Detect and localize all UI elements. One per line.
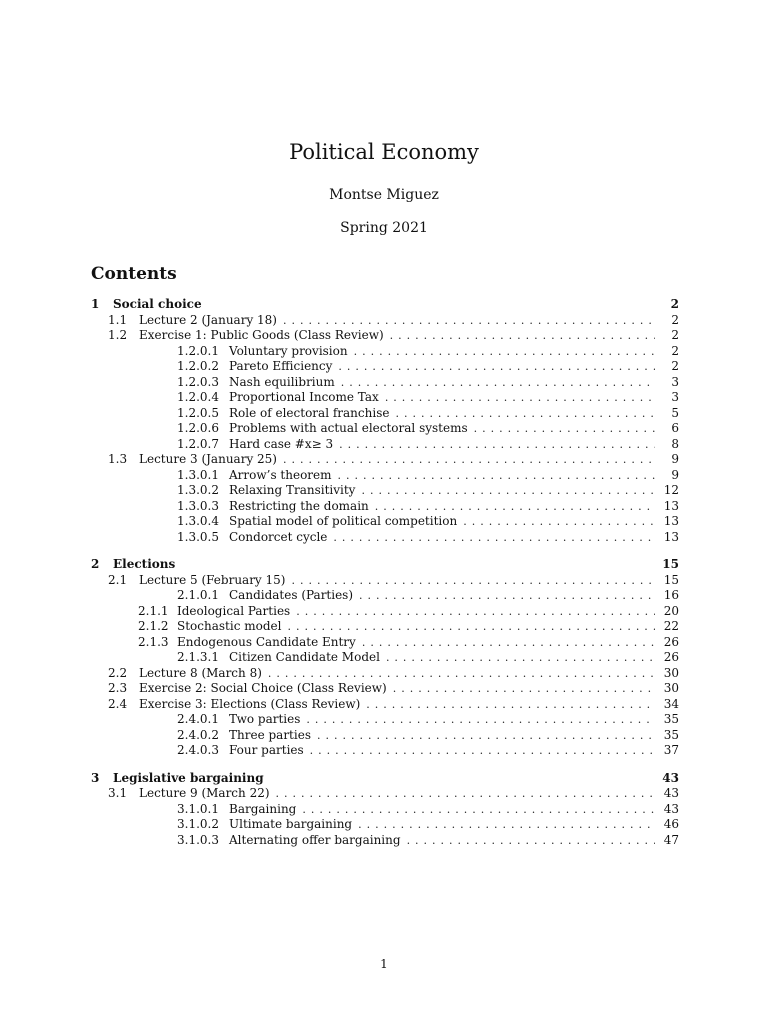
toc-entry-number: 2.1.2 xyxy=(138,619,169,633)
toc-section-heading[interactable] xyxy=(91,297,679,313)
toc-entry-page: 2 xyxy=(671,343,679,358)
toc-entry-page: 37 xyxy=(663,743,679,757)
title-block xyxy=(0,138,768,237)
toc-entry-page: 2 xyxy=(670,297,679,311)
toc-entry-label: Role of electoral franchise xyxy=(229,405,390,420)
toc-entry-label: Exercise 3: Elections (Class Review) xyxy=(139,696,361,711)
toc-entry-label: Lecture 3 (January 25) xyxy=(139,452,277,466)
toc-entry-number: 3.1.0.3 xyxy=(177,832,219,847)
toc-section-heading[interactable] xyxy=(91,557,679,573)
toc-entry-page: 30 xyxy=(663,665,679,680)
toc-leader-dots xyxy=(366,697,655,713)
toc-entry-page: 46 xyxy=(663,817,679,831)
toc-entry-page: 47 xyxy=(663,832,679,847)
toc-entry-number: 3 xyxy=(91,770,100,785)
toc-entry-label: Exercise 2: Social Choice (Class Review) xyxy=(139,681,387,695)
toc-section xyxy=(91,297,679,545)
toc-entry-label: Spatial model of political competition xyxy=(229,514,458,528)
toc-leader-dots xyxy=(474,421,655,437)
toc-entry[interactable] xyxy=(91,786,679,802)
toc-entry-page: 9 xyxy=(671,452,679,466)
page-number: 1 xyxy=(380,957,388,971)
toc-entry-number: 1.1 xyxy=(108,312,128,327)
document-date: Spring 2021 xyxy=(340,220,428,236)
toc-entry-page: 15 xyxy=(663,572,679,587)
toc-entry-number: 3.1.0.2 xyxy=(177,817,219,831)
toc-entry-label: Two parties xyxy=(229,712,301,726)
toc-entry-page: 9 xyxy=(671,467,679,482)
toc-entry-label: Exercise 1: Public Goods (Class Review) xyxy=(139,328,384,342)
toc-entry-page: 34 xyxy=(663,696,679,711)
toc-entry-page: 26 xyxy=(663,634,679,649)
document-title: Political Economy xyxy=(289,140,479,164)
toc-entry-number: 1.2.0.7 xyxy=(177,436,219,451)
toc-entry-page: 13 xyxy=(663,514,679,528)
toc-entry-label: Three parties xyxy=(229,727,311,742)
toc-leader-dots xyxy=(268,666,655,682)
toc-entry-label: Pareto Efficiency xyxy=(229,359,333,373)
toc-entry-page: 22 xyxy=(663,619,679,633)
toc-entry[interactable] xyxy=(91,619,679,635)
toc-entry-page: 30 xyxy=(663,681,679,695)
toc-leader-dots xyxy=(341,375,655,391)
toc-entry-label: Problems with actual electoral systems xyxy=(229,421,468,435)
toc-entry-number: 2.3 xyxy=(108,681,128,695)
toc-leader-dots xyxy=(359,588,655,604)
toc-leader-dots xyxy=(296,604,655,620)
toc-entry-label: Citizen Candidate Model xyxy=(229,650,380,664)
toc-entry-label: Endogenous Candidate Entry xyxy=(177,634,356,649)
toc-entry-page: 16 xyxy=(663,588,679,602)
toc-entry-label: Alternating offer bargaining xyxy=(229,832,401,847)
toc-entry[interactable] xyxy=(91,817,679,833)
toc-entry-label: Lecture 9 (March 22) xyxy=(139,786,270,800)
toc-entry-page: 3 xyxy=(671,374,679,389)
toc-entry[interactable] xyxy=(91,328,679,344)
toc-entry[interactable] xyxy=(91,437,679,453)
toc-leader-dots xyxy=(393,681,655,697)
toc-entry[interactable] xyxy=(91,573,679,589)
toc-entry-page: 12 xyxy=(663,483,679,497)
toc-entry-label: Proportional Income Tax xyxy=(229,390,379,404)
toc-entry-label: Relaxing Transitivity xyxy=(229,483,356,497)
toc-entry[interactable] xyxy=(91,802,679,818)
toc-entry-page: 2 xyxy=(671,359,679,373)
toc-entry-page: 13 xyxy=(663,529,679,544)
toc-entry-page: 43 xyxy=(663,801,679,816)
toc-entry-label: Legislative bargaining xyxy=(113,770,264,785)
toc-entry[interactable] xyxy=(91,697,679,713)
toc-leader-dots xyxy=(385,390,655,406)
toc-entry-number: 1.2.0.6 xyxy=(177,421,219,435)
toc-entry-page: 35 xyxy=(663,712,679,726)
toc-entry-page: 8 xyxy=(671,436,679,451)
toc-entry-number: 2.1.3.1 xyxy=(177,650,219,664)
toc-leader-dots xyxy=(463,514,655,530)
toc-entry[interactable] xyxy=(91,421,679,437)
toc-entry-number: 2.1.0.1 xyxy=(177,588,219,602)
toc-entry-number: 1.3.0.2 xyxy=(177,483,219,497)
table-of-contents xyxy=(91,297,679,860)
toc-leader-dots xyxy=(338,359,655,375)
toc-entry[interactable] xyxy=(91,452,679,468)
toc-entry-number: 1 xyxy=(91,297,100,311)
toc-entry[interactable] xyxy=(91,650,679,666)
toc-entry-number: 3.1.0.1 xyxy=(177,801,219,816)
toc-entry-page: 13 xyxy=(663,498,679,513)
toc-entry-label: Ultimate bargaining xyxy=(229,817,353,831)
toc-leader-dots xyxy=(390,328,655,344)
toc-entry-page: 35 xyxy=(663,727,679,742)
toc-entry-number: 1.2.0.4 xyxy=(177,390,219,404)
toc-entry-number: 2 xyxy=(91,557,100,571)
toc-leader-dots xyxy=(291,573,655,589)
toc-entry-number: 1.3.0.5 xyxy=(177,529,219,544)
toc-entry-page: 15 xyxy=(662,557,679,571)
toc-entry-page: 2 xyxy=(671,328,679,342)
toc-entry-page: 20 xyxy=(663,603,679,618)
toc-leader-dots xyxy=(333,530,655,546)
toc-entry-label: Restricting the domain xyxy=(229,498,369,513)
toc-leader-dots xyxy=(283,313,655,329)
toc-entry-page: 43 xyxy=(662,770,679,785)
toc-entry-number: 2.1 xyxy=(108,572,128,587)
toc-entry-label: Stochastic model xyxy=(177,619,282,633)
toc-entry[interactable] xyxy=(91,635,679,651)
toc-leader-dots xyxy=(386,650,655,666)
toc-leader-dots xyxy=(317,728,655,744)
toc-entry-label: Voluntary provision xyxy=(229,343,348,358)
toc-entry[interactable] xyxy=(91,728,679,744)
toc-entry[interactable] xyxy=(91,390,679,406)
toc-entry-number: 2.2 xyxy=(108,665,128,680)
toc-entry-number: 2.4.0.1 xyxy=(177,712,219,726)
toc-entry[interactable] xyxy=(91,666,679,682)
toc-entry[interactable] xyxy=(91,514,679,530)
toc-leader-dots xyxy=(276,786,655,802)
toc-entry-label: Lecture 8 (March 8) xyxy=(139,665,262,680)
toc-entry-number: 1.2.0.2 xyxy=(177,359,219,373)
toc-entry-page: 43 xyxy=(663,786,679,800)
toc-entry-page: 26 xyxy=(663,650,679,664)
toc-leader-dots xyxy=(310,743,655,759)
toc-section xyxy=(91,557,679,759)
toc-entry[interactable] xyxy=(91,530,679,546)
toc-entry[interactable] xyxy=(91,833,679,849)
contents-heading: Contents xyxy=(91,264,177,284)
toc-leader-dots xyxy=(302,802,655,818)
toc-entry-number: 1.2 xyxy=(108,328,128,342)
toc-entry-number: 1.2.0.1 xyxy=(177,343,219,358)
toc-leader-dots xyxy=(306,712,655,728)
toc-entry-number: 1.3 xyxy=(108,452,128,466)
toc-entry[interactable] xyxy=(91,313,679,329)
toc-entry[interactable] xyxy=(91,359,679,375)
toc-entry-number: 2.4 xyxy=(108,696,128,711)
toc-entry-number: 1.2.0.5 xyxy=(177,405,219,420)
toc-entry-label: Lecture 5 (February 15) xyxy=(139,572,286,587)
toc-leader-dots xyxy=(339,437,655,453)
toc-entry-number: 1.3.0.3 xyxy=(177,498,219,513)
toc-leader-dots xyxy=(354,344,655,360)
toc-entry-page: 5 xyxy=(671,405,679,420)
toc-entry-number: 2.4.0.2 xyxy=(177,727,219,742)
toc-entry[interactable] xyxy=(91,344,679,360)
toc-entry-number: 2.1.1 xyxy=(138,603,169,618)
toc-section xyxy=(91,771,679,849)
toc-entry-label: Arrow’s theorem xyxy=(229,467,332,482)
toc-entry[interactable] xyxy=(91,468,679,484)
toc-entry-number: 2.1.3 xyxy=(138,634,169,649)
toc-entry-label: Lecture 2 (January 18) xyxy=(139,312,277,327)
toc-entry[interactable] xyxy=(91,604,679,620)
toc-leader-dots xyxy=(362,635,655,651)
toc-entry[interactable] xyxy=(91,499,679,515)
toc-entry[interactable] xyxy=(91,681,679,697)
toc-entry-label: Nash equilibrium xyxy=(229,374,335,389)
toc-entry-label: Condorcet cycle xyxy=(229,529,328,544)
toc-entry-page: 6 xyxy=(671,421,679,435)
toc-entry[interactable] xyxy=(91,743,679,759)
toc-entry-number: 1.3.0.1 xyxy=(177,467,219,482)
toc-section-heading[interactable] xyxy=(91,771,679,787)
toc-leader-dots xyxy=(358,817,655,833)
toc-leader-dots xyxy=(283,452,655,468)
toc-entry[interactable] xyxy=(91,375,679,391)
toc-entry-label: Hard case #x≥ 3 xyxy=(229,436,334,451)
toc-entry-number: 3.1 xyxy=(108,786,128,800)
toc-leader-dots xyxy=(287,619,655,635)
toc-entry-number: 2.4.0.3 xyxy=(177,743,219,757)
toc-entry[interactable] xyxy=(91,588,679,604)
toc-leader-dots xyxy=(407,833,655,849)
toc-entry[interactable] xyxy=(91,406,679,422)
toc-leader-dots xyxy=(361,483,655,499)
toc-entry[interactable] xyxy=(91,712,679,728)
toc-entry-number: 1.2.0.3 xyxy=(177,374,219,389)
document-author: Montse Miguez xyxy=(329,187,439,203)
toc-entry-label: Ideological Parties xyxy=(177,603,291,618)
toc-entry-label: Elections xyxy=(113,557,176,571)
toc-entry[interactable] xyxy=(91,483,679,499)
toc-entry-page: 2 xyxy=(671,312,679,327)
toc-leader-dots xyxy=(395,406,655,422)
toc-leader-dots xyxy=(375,499,655,515)
toc-entry-label: Candidates (Parties) xyxy=(229,588,354,602)
toc-entry-label: Bargaining xyxy=(229,801,297,816)
toc-entry-page: 3 xyxy=(671,390,679,404)
toc-entry-label: Four parties xyxy=(229,743,304,757)
toc-leader-dots xyxy=(338,468,655,484)
toc-entry-label: Social choice xyxy=(113,297,202,311)
toc-entry-number: 1.3.0.4 xyxy=(177,514,219,528)
